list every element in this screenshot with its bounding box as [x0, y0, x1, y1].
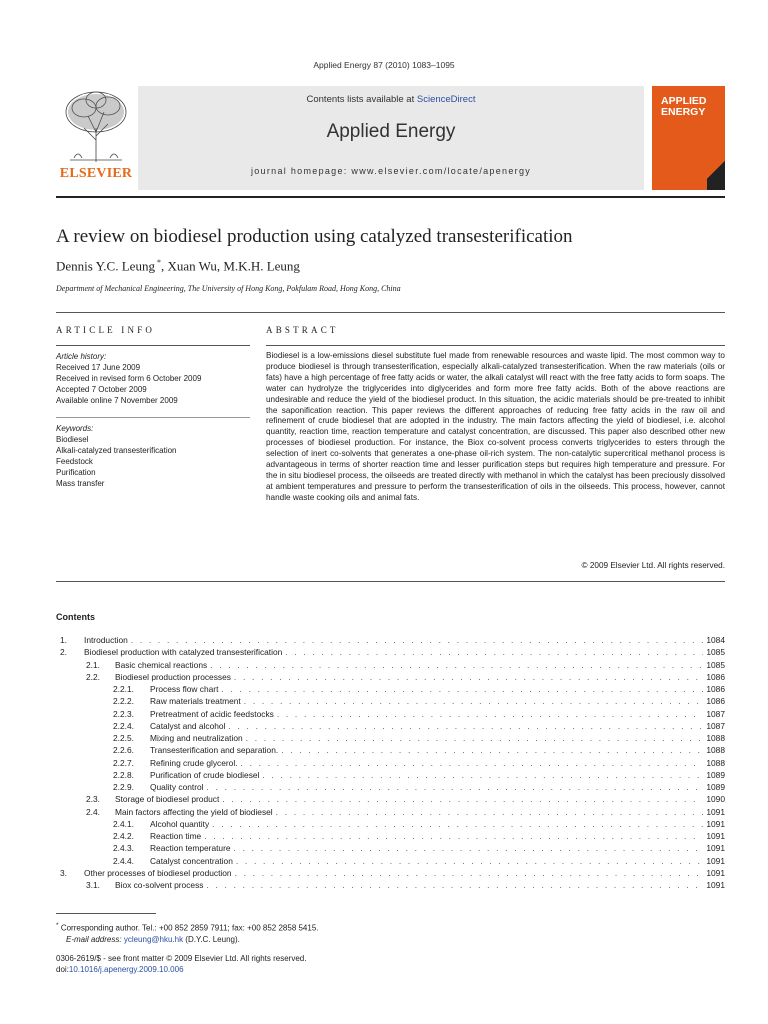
publication-info — [56, 953, 306, 975]
history-item: Accepted 7 October 2009 — [56, 385, 147, 394]
toc-title[interactable]: Biodiesel production processes — [115, 671, 231, 682]
toc-leader-dots — [207, 781, 704, 793]
toc-leader-dots — [212, 818, 703, 830]
toc-entry[interactable] — [56, 879, 725, 891]
abstract-text: Biodiesel is a low-emissions diesel substitute fuel made from renewable resources and waste lipid. The most common way to produce biodiesel is through transesterification, especially alkali-catalyzed transesterification. When the raw materials (oils or fats) have a high percentage of free fatty acids or water, the alkali catalyst will react with the free fatty acids to form soaps. The water can hydrolyze the triglycerides into diglycerides and form more free fatty acids. Both of the above reactions are undesirable and reduce the yield of the biodiesel product. In this situation, the acidic materials should be pre-treated to inhibit the saponification reaction. This paper reviews the different approaches of reducing free fatty acids in the raw oil and refinement of crude biodiesel that are adopted in the industry. The main factors affecting the yield of biodiesel, i.e. alcohol quantity, reaction time, reaction temperature and catalyst concentration, are discussed. This paper also described other new processes of biodiesel production. For instance, the Biox co-solvent process converts triglycerides to esters through the selection of inert co-solvents that generates a one-phase oil-rich system. The non-catalytic supercritical methanol process is advantageous in terms of shorter reaction time and lesser purification steps but requires high temperature and pressure. For the in situ biodiesel process, the oilseeds are treated directly with methanol in which the catalyst has been preciously dissolved at ambient temperatures and pressure to perform the transesterification of oils in the oilseeds. This process, however, cannot handle waste cooking oils and animal fats. — [266, 351, 725, 502]
toc-title[interactable]: Transesterification and separation. — [150, 745, 279, 756]
cover-decoration — [707, 150, 725, 190]
toc-title[interactable]: Alcohol quantity — [150, 818, 210, 829]
toc-number: 2.2.3. — [113, 708, 134, 719]
toc-page-number: 1091 — [706, 867, 725, 878]
toc-entry[interactable] — [56, 757, 725, 769]
journal-masthead — [56, 86, 725, 190]
toc-leader-dots — [131, 634, 704, 646]
author-1[interactable]: Dennis Y.C. Leung — [56, 258, 155, 274]
sciencedirect-link[interactable]: ScienceDirect — [416, 94, 476, 105]
keyword: Feedstock — [56, 457, 93, 466]
corresponding-text: Corresponding author. Tel.: +00 852 2859 7911; fax: +00 852 2858 5415. — [58, 923, 319, 933]
tree-icon — [62, 88, 130, 164]
toc-leader-dots — [234, 842, 704, 854]
header-rule — [56, 196, 725, 198]
toc-number: 1. — [60, 635, 67, 645]
toc-title[interactable]: Catalyst concentration — [150, 855, 233, 866]
toc-entry[interactable] — [56, 830, 725, 842]
toc-page-number: 1091 — [706, 843, 725, 854]
journal-cover — [652, 86, 725, 190]
toc-title[interactable]: Introduction — [84, 635, 128, 645]
toc-entry[interactable] — [56, 818, 725, 830]
info-rule — [56, 345, 250, 346]
toc-number: 2.1. — [86, 659, 100, 670]
toc-page-number: 1084 — [706, 635, 725, 645]
journal-title: Applied Energy — [326, 121, 456, 142]
toc-entry[interactable] — [56, 806, 725, 818]
toc-number: 2.2.4. — [113, 720, 134, 731]
section-rule — [56, 312, 725, 313]
toc-leader-dots — [234, 671, 703, 683]
toc-number: 2.4.1. — [113, 818, 134, 829]
footnote-marker: * — [56, 922, 59, 929]
toc-entry[interactable] — [56, 867, 725, 879]
footnote — [56, 920, 319, 945]
toc-number: 2.4. — [86, 806, 100, 817]
toc-number: 2.2.7. — [113, 757, 134, 768]
toc-title[interactable]: Mixing and neutralization — [150, 733, 243, 743]
toc-title[interactable]: Reaction time — [150, 831, 202, 841]
copyright: © 2009 Elsevier Ltd. All rights reserved. — [581, 561, 725, 570]
toc-leader-dots — [285, 646, 703, 658]
history-item: Received 17 June 2009 — [56, 363, 141, 372]
toc-number: 2.2.1. — [113, 684, 134, 694]
authors — [56, 258, 300, 274]
toc-title[interactable]: Refining crude glycerol. — [150, 757, 238, 768]
toc-page-number: 1086 — [706, 684, 725, 694]
corresponding-mark[interactable]: * — [154, 258, 161, 267]
email-link[interactable]: ycleung@hku.hk — [123, 934, 184, 944]
toc-title[interactable]: Quality control — [150, 782, 204, 792]
toc-title[interactable]: Main factors affecting the yield of biodiesel — [115, 806, 273, 817]
toc-leader-dots — [246, 732, 704, 744]
keywords-label: Keywords: — [56, 424, 94, 433]
table-of-contents — [56, 634, 725, 891]
issn-line: 0306-2619/$ - see front matter © 2009 Elsevier Ltd. All rights reserved. — [56, 954, 307, 963]
toc-leader-dots — [277, 708, 704, 720]
toc-number: 3.1. — [86, 880, 100, 890]
toc-number: 3. — [60, 867, 67, 878]
email-label: E-mail address: — [66, 934, 122, 944]
abstract-heading: ABSTRACT — [266, 325, 339, 335]
toc-leader-dots — [236, 855, 703, 867]
toc-entry[interactable] — [56, 708, 725, 720]
toc-leader-dots — [221, 683, 703, 695]
toc-page-number: 1085 — [706, 647, 725, 658]
toc-leader-dots — [281, 744, 703, 756]
publisher-name: ELSEVIER — [59, 166, 133, 181]
toc-title[interactable]: Biodiesel production with catalyzed transesterification — [84, 647, 283, 658]
toc-number: 2.3. — [86, 794, 100, 805]
toc-number: 2.4.2. — [113, 831, 134, 841]
toc-number: 2.4.3. — [113, 843, 134, 854]
toc-page-number: 1091 — [706, 818, 725, 829]
cover-title-line-1: APPLIED — [661, 95, 707, 107]
toc-page-number: 1086 — [706, 671, 725, 682]
toc-entry[interactable] — [56, 842, 725, 854]
email-suffix: (D.Y.C. Leung). — [183, 934, 240, 944]
corresponding-author-note — [56, 920, 319, 934]
toc-page-number: 1091 — [706, 831, 725, 841]
toc-entry[interactable] — [56, 732, 725, 744]
toc-title[interactable]: Catalyst and alcohol — [150, 720, 226, 731]
toc-entry[interactable] — [56, 683, 725, 695]
toc-entry[interactable] — [56, 855, 725, 867]
toc-number: 2.2. — [86, 671, 100, 682]
abstract-rule — [266, 345, 725, 346]
toc-number: 2.4.4. — [113, 855, 134, 866]
article-history — [56, 351, 250, 406]
toc-number: 2.2.9. — [113, 782, 134, 792]
toc-leader-dots — [222, 793, 703, 805]
toc-entry[interactable] — [56, 634, 725, 646]
cover-title-line-2: ENERGY — [661, 106, 706, 118]
toc-number: 2.2.2. — [113, 696, 134, 707]
toc-page-number: 1086 — [706, 696, 725, 707]
article-title: A review on biodiesel production using catalyzed transesterification — [56, 226, 573, 247]
footnote-rule — [56, 913, 156, 914]
toc-entry[interactable] — [56, 769, 725, 781]
toc-entry[interactable] — [56, 744, 725, 756]
toc-leader-dots — [228, 720, 703, 732]
toc-title[interactable]: Process flow chart — [150, 684, 219, 694]
toc-page-number: 1087 — [706, 720, 725, 731]
contents-prefix: Contents lists available at — [306, 94, 417, 105]
elsevier-logo — [56, 86, 136, 190]
toc-entry[interactable] — [56, 646, 725, 658]
toc-title[interactable]: Basic chemical reactions — [115, 659, 208, 670]
toc-entry[interactable] — [56, 695, 725, 707]
toc-number: 2.2.5. — [113, 733, 134, 743]
cover-title — [661, 96, 707, 118]
toc-leader-dots — [206, 879, 703, 891]
toc-page-number: 1088 — [706, 745, 725, 756]
toc-title[interactable]: Pretreatment of acidic feedstocks — [150, 708, 274, 719]
toc-leader-dots — [210, 659, 703, 671]
contents-heading: Contents — [56, 612, 95, 622]
other-authors: , Xuan Wu, M.K.H. Leung — [160, 258, 300, 274]
email-line — [56, 934, 319, 945]
contents-availability — [138, 94, 644, 105]
toc-page-number: 1091 — [706, 806, 725, 817]
section-rule — [56, 581, 725, 582]
toc-leader-dots — [204, 830, 703, 842]
toc-leader-dots — [262, 769, 703, 781]
toc-entry[interactable] — [56, 781, 725, 793]
history-item: Available online 7 November 2009 — [56, 396, 178, 405]
toc-page-number: 1090 — [706, 794, 725, 805]
keyword: Mass transfer — [56, 479, 105, 488]
toc-page-number: 1091 — [706, 880, 725, 890]
journal-reference: Applied Energy 87 (2010) 1083–1095 — [313, 60, 455, 70]
doi-prefix: doi: — [56, 965, 69, 974]
toc-entry[interactable] — [56, 793, 725, 805]
doi-line — [56, 964, 306, 975]
toc-page-number: 1088 — [706, 757, 725, 768]
toc-leader-dots — [276, 806, 704, 818]
toc-number: 2. — [60, 647, 67, 658]
toc-title[interactable]: Raw materials treatment — [150, 696, 241, 707]
toc-leader-dots — [244, 695, 704, 707]
toc-title[interactable]: Storage of biodiesel product — [115, 794, 220, 805]
toc-page-number: 1088 — [706, 733, 725, 743]
toc-entry[interactable] — [56, 671, 725, 683]
toc-title[interactable]: Biox co-solvent process — [115, 880, 204, 890]
keywords — [56, 423, 250, 489]
journal-homepage[interactable]: journal homepage: www.elsevier.com/locate/apenergy — [250, 166, 532, 176]
toc-page-number: 1091 — [706, 855, 725, 866]
toc-title[interactable]: Other processes of biodiesel production — [84, 867, 232, 878]
article-info-heading: ARTICLE INFO — [56, 325, 156, 335]
toc-entry[interactable] — [56, 659, 725, 671]
history-item: Received in revised form 6 October 2009 — [56, 374, 202, 383]
keywords-rule — [56, 417, 250, 418]
toc-leader-dots — [241, 757, 704, 769]
doi-link[interactable]: 10.1016/j.apenergy.2009.10.006 — [68, 965, 184, 974]
toc-page-number: 1089 — [706, 769, 725, 780]
toc-number: 2.2.6. — [113, 745, 134, 756]
toc-page-number: 1085 — [706, 659, 725, 670]
toc-number: 2.2.8. — [113, 769, 134, 780]
keyword: Alkali-catalyzed transesterification — [56, 446, 177, 455]
keyword: Purification — [56, 468, 96, 477]
toc-entry[interactable] — [56, 720, 725, 732]
toc-leader-dots — [235, 867, 704, 879]
journal-banner — [138, 86, 644, 190]
keyword: Biodiesel — [56, 435, 89, 444]
toc-page-number: 1087 — [706, 708, 725, 719]
toc-page-number: 1089 — [706, 782, 725, 792]
history-label: Article history: — [56, 352, 107, 361]
toc-title[interactable]: Purification of crude biodiesel — [150, 769, 260, 780]
affiliation: Department of Mechanical Engineering, The University of Hong Kong, Pokfulam Road, Hong Kong, China — [56, 284, 401, 293]
toc-title[interactable]: Reaction temperature — [150, 843, 231, 854]
